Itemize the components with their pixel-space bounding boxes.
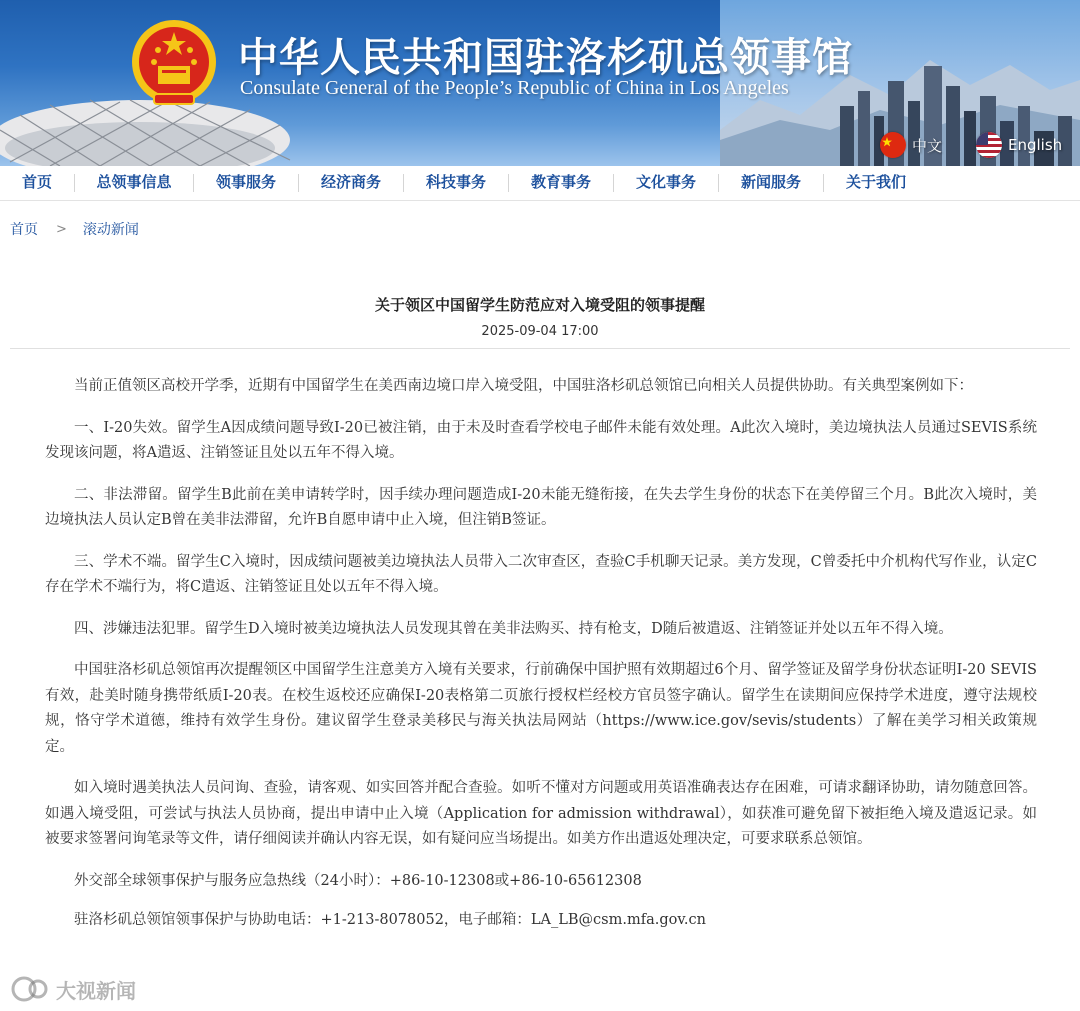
article-paragraph: 如入境时遇美执法人员问询、查验，请客观、如实回答并配合查验。如听不懂对方问题或用英语准确表达存在困难，可请求翻译协助，请勿随意回答。如遇入境受阻，可尝试与执法人员协商，提出申请中止入境（Application for admission withdrawal），如获准可避免留下被拒绝入境及遣返记录。如被要求签署问询笔录等文件，请仔细阅读并确认内容无误，如有疑问应当场提出。如美方作出遣返处理决定，可要求联系总领馆。: [45, 780, 1037, 847]
national-emblem-icon: [128, 18, 220, 112]
main-nav: [0, 166, 1080, 201]
article-paragraph: 二、非法滞留。留学生B此前在美申请转学时，因手续办理问题造成I-20未能无缝衔接，在失去学生身份的状态下在美停留三个月。B此次入境时，美边境执法人员认定B曾在美非法滞留，允许B自愿申请中止入境，但注销B签证。: [45, 486, 1037, 528]
language-label: 中文: [912, 136, 943, 155]
nav-item-economic-commerce[interactable]: 经济商务: [320, 173, 381, 191]
article-paragraph: 三、学术不端。留学生C入境时，因成绩问题被美边境执法人员带入二次审查区，查验C手机聊天记录。美方发现，C曾委托中介机构代写作业，认定C存在学术不端行为，将C遣返、注销签证且处以五年不得入境。: [45, 553, 1037, 595]
article-divider: [10, 348, 1070, 349]
article-body: [45, 374, 1037, 948]
breadcrumb-home-link[interactable]: 首页: [10, 222, 38, 238]
language-switch-english[interactable]: [976, 132, 1062, 158]
site-title-chinese: 中华人民共和国驻洛杉矶总领事馆: [238, 35, 853, 81]
nav-item-consular-services[interactable]: 领事服务: [215, 173, 276, 191]
watermark: [10, 972, 136, 1006]
article-paragraph-contact: 驻洛杉矶总领馆领事保护与协助电话：+1-213-8078052，电子邮箱：LA_LB@csm.mfa.gov.cn: [74, 912, 706, 928]
language-label: English: [1008, 136, 1063, 154]
usa-flag-icon: [976, 132, 1002, 158]
breadcrumb-current-link[interactable]: 滚动新闻: [82, 222, 139, 238]
article-paragraph: 中国驻洛杉矶总领馆再次提醒领区中国留学生注意美方入境有关要求，行前确保中国护照有效期超过6个月、留学签证及留学身份状态证明I-20 SEVIS有效，赴美时随身携带纸质I-20表。在校生返校还应确保I-20表格第二页旅行授权栏经校方官员签字确认。留学生在读期间应保持学术进度，遵守法规校规，恪守学术道德，维持有效学生身份。建议留学生登录美移民与海关执法局网站（https://www.ice.gov/sevis/students）了解在美学习相关政策规定。: [45, 662, 1037, 755]
language-switch-chinese[interactable]: [880, 132, 942, 158]
article-paragraph: 四、涉嫌违法犯罪。留学生D入境时被美边境执法人员发现其曾在美非法购买、持有枪支，D随后被遣返、注销签证并处以五年不得入境。: [74, 620, 953, 637]
nav-item-science-technology[interactable]: 科技事务: [425, 173, 486, 191]
article-title: 关于领区中国留学生防范应对入境受阻的领事提醒: [374, 296, 705, 314]
watermark-text: 大视新闻: [56, 978, 136, 1003]
nav-item-education[interactable]: 教育事务: [530, 173, 591, 191]
nav-item-culture[interactable]: 文化事务: [635, 173, 696, 191]
article-paragraph: 当前正值领区高校开学季，近期有中国留学生在美西南边境口岸入境受阻，中国驻洛杉矶总领馆已向相关人员提供协助。有关典型案例如下：: [74, 378, 973, 394]
breadcrumb-separator-icon: >: [56, 221, 67, 237]
article-date: 2025-09-04 17:00: [481, 324, 599, 339]
site-title-english: Consulate General of the People’s Republic of China in Los Angeles: [240, 77, 789, 99]
article-paragraph-hotline: 外交部全球领事保护与服务应急热线（24小时）：+86-10-12308或+86-10-65612308: [74, 872, 642, 889]
nav-item-about-us[interactable]: 关于我们: [845, 173, 906, 191]
site-banner: [0, 0, 1080, 166]
nav-item-home[interactable]: 首页: [21, 173, 52, 191]
breadcrumb: [10, 219, 139, 239]
article-paragraph: 一、I-20失效。留学生A因成绩问题导致I-20已被注销，由于未及时查看学校电子邮件未能有效处理。A此次入境时，美边境执法人员通过SEVIS系统发现该问题，将A遣返、注销签证且处以五年不得入境。: [45, 419, 1037, 461]
watermark-logo-icon: [10, 974, 50, 1004]
nav-item-news-service[interactable]: 新闻服务: [740, 173, 801, 191]
nav-item-consul-general-info[interactable]: 总领事信息: [96, 173, 172, 191]
china-flag-icon: [880, 132, 906, 158]
